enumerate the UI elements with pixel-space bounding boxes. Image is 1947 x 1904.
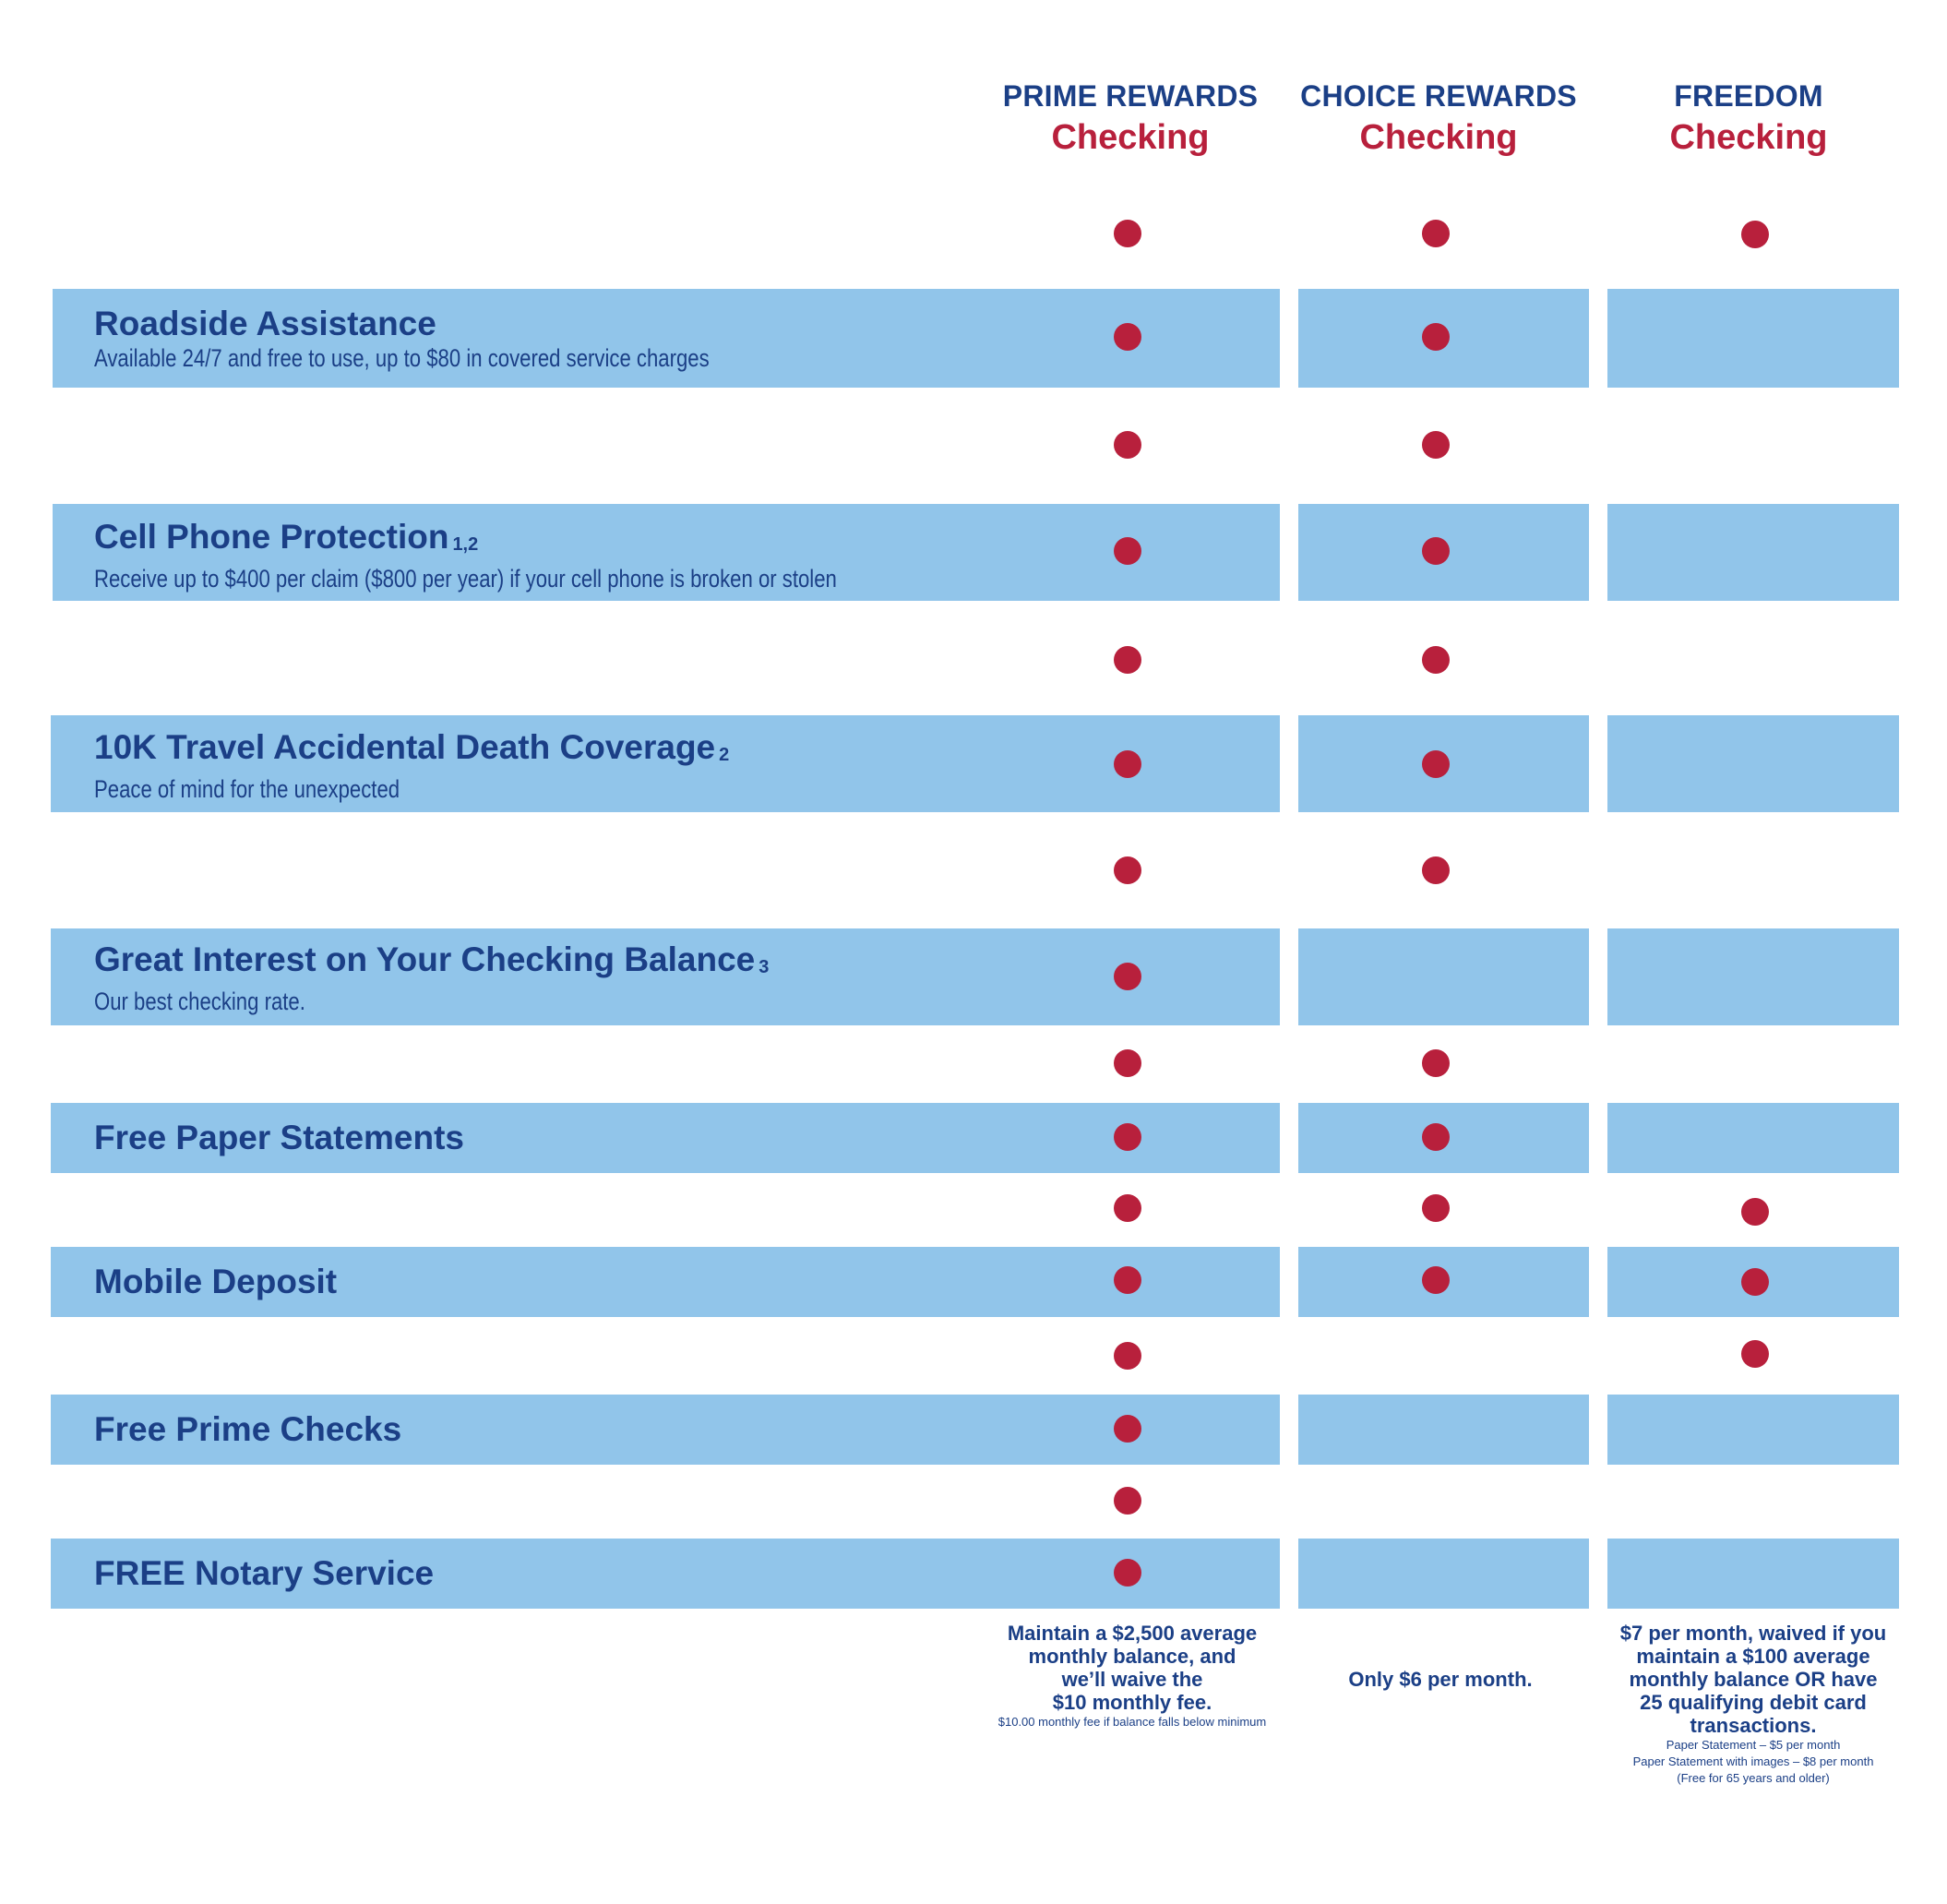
column-subtitle: Checking	[1051, 118, 1210, 157]
included-dot-icon	[1114, 1194, 1141, 1222]
included-dot-icon	[1114, 646, 1141, 674]
feature-description: Receive up to $400 per claim ($800 per year) if your cell phone is broken or stolen	[94, 565, 837, 593]
feature-title: FREE Notary Service	[94, 1554, 435, 1592]
feature-label	[94, 1553, 434, 1594]
row-band-freedom	[1607, 504, 1899, 601]
included-dot-icon	[1422, 220, 1450, 247]
feature-label	[94, 1409, 401, 1450]
row-band-freedom	[1607, 289, 1899, 388]
included-dot-icon	[1114, 1266, 1141, 1294]
included-dot-icon	[1114, 323, 1141, 351]
row-band-choice	[1298, 928, 1589, 1025]
fee-line: monthly balance OR have	[1629, 1668, 1878, 1691]
column-subtitle: Checking	[1669, 118, 1828, 157]
included-dot-icon	[1114, 1342, 1141, 1370]
included-dot-icon	[1114, 1487, 1141, 1515]
included-dot-icon	[1114, 1559, 1141, 1587]
column-title: CHOICE REWARDS	[1300, 79, 1577, 113]
row-band-choice	[1298, 1539, 1589, 1609]
included-dot-icon	[1114, 963, 1141, 990]
included-dot-icon	[1422, 1123, 1450, 1151]
footer-choice-fee	[1288, 1668, 1593, 1691]
fee-line: Maintain a $2,500 average	[1007, 1622, 1258, 1645]
column-header-choice	[1286, 76, 1591, 159]
footnote-ref: 2	[719, 745, 730, 765]
feature-label	[94, 304, 844, 372]
included-dot-icon	[1422, 537, 1450, 565]
feature-label	[94, 1118, 464, 1158]
included-dot-icon	[1422, 431, 1450, 459]
row-band-choice	[1298, 1395, 1589, 1465]
feature-title: Free Paper Statements	[94, 1119, 465, 1156]
footnote-ref: 1,2	[452, 534, 479, 555]
fee-fine-print: Paper Statement – $5 per month	[1666, 1738, 1841, 1752]
feature-title: Roadside Assistance	[94, 305, 436, 342]
fee-line: $7 per month, waived if you	[1619, 1622, 1887, 1645]
fee-line: 25 qualifying debit card	[1640, 1691, 1867, 1714]
column-title: FREEDOM	[1674, 79, 1823, 113]
feature-title: Great Interest on Your Checking Balance	[94, 940, 756, 978]
fee-fine-print: (Free for 65 years and older)	[1677, 1771, 1830, 1785]
feature-title: Cell Phone Protection	[94, 518, 449, 556]
footer-freedom-fee	[1596, 1622, 1910, 1787]
feature-description: Available 24/7 and free to use, up to $80 in covered service charges	[94, 344, 710, 372]
fee-line: maintain a $100 average	[1636, 1645, 1870, 1668]
fee-fine-print: $10.00 monthly fee if balance falls below minimum	[997, 1715, 1267, 1729]
column-title: PRIME REWARDS	[1002, 79, 1259, 113]
feature-label	[94, 727, 729, 803]
row-band-freedom	[1607, 928, 1899, 1025]
row-band-freedom	[1607, 1395, 1899, 1465]
feature-title: 10K Travel Accidental Death Coverage	[94, 728, 716, 766]
fee-line: $10 monthly fee.	[1052, 1691, 1212, 1714]
feature-title: Free Prime Checks	[94, 1410, 402, 1448]
footer-prime-fee	[980, 1622, 1284, 1730]
row-band-freedom	[1607, 1539, 1899, 1609]
feature-title: Mobile Deposit	[94, 1263, 338, 1300]
included-dot-icon	[1422, 1194, 1450, 1222]
fee-line: monthly balance, and	[1028, 1645, 1236, 1668]
included-dot-icon	[1114, 856, 1141, 884]
included-dot-icon	[1114, 1049, 1141, 1077]
included-dot-icon	[1114, 220, 1141, 247]
row-band-freedom	[1607, 1103, 1899, 1173]
column-subtitle: Checking	[1359, 118, 1518, 157]
included-dot-icon	[1422, 856, 1450, 884]
feature-description: Peace of mind for the unexpected	[94, 775, 400, 803]
fee-line: Only $6 per month.	[1348, 1668, 1533, 1691]
included-dot-icon	[1741, 1268, 1769, 1296]
fee-fine-print: Paper Statement with images – $8 per month	[1632, 1754, 1874, 1768]
feature-description: Our best checking rate.	[94, 988, 305, 1015]
included-dot-icon	[1422, 750, 1450, 778]
feature-label	[94, 517, 1000, 593]
feature-label	[94, 940, 769, 1015]
included-dot-icon	[1114, 750, 1141, 778]
included-dot-icon	[1741, 1340, 1769, 1368]
included-dot-icon	[1114, 1415, 1141, 1443]
footnote-ref: 3	[758, 957, 770, 977]
included-dot-icon	[1422, 1266, 1450, 1294]
included-dot-icon	[1114, 1123, 1141, 1151]
included-dot-icon	[1422, 323, 1450, 351]
included-dot-icon	[1741, 221, 1769, 248]
included-dot-icon	[1114, 431, 1141, 459]
included-dot-icon	[1422, 1049, 1450, 1077]
feature-label	[94, 1262, 337, 1302]
included-dot-icon	[1741, 1198, 1769, 1226]
fee-line: transactions.	[1690, 1714, 1817, 1737]
column-header-freedom	[1596, 76, 1901, 159]
included-dot-icon	[1422, 646, 1450, 674]
included-dot-icon	[1114, 537, 1141, 565]
fee-line: we’ll waive the	[1061, 1668, 1203, 1691]
row-band-freedom	[1607, 715, 1899, 812]
column-header-prime	[978, 76, 1283, 159]
